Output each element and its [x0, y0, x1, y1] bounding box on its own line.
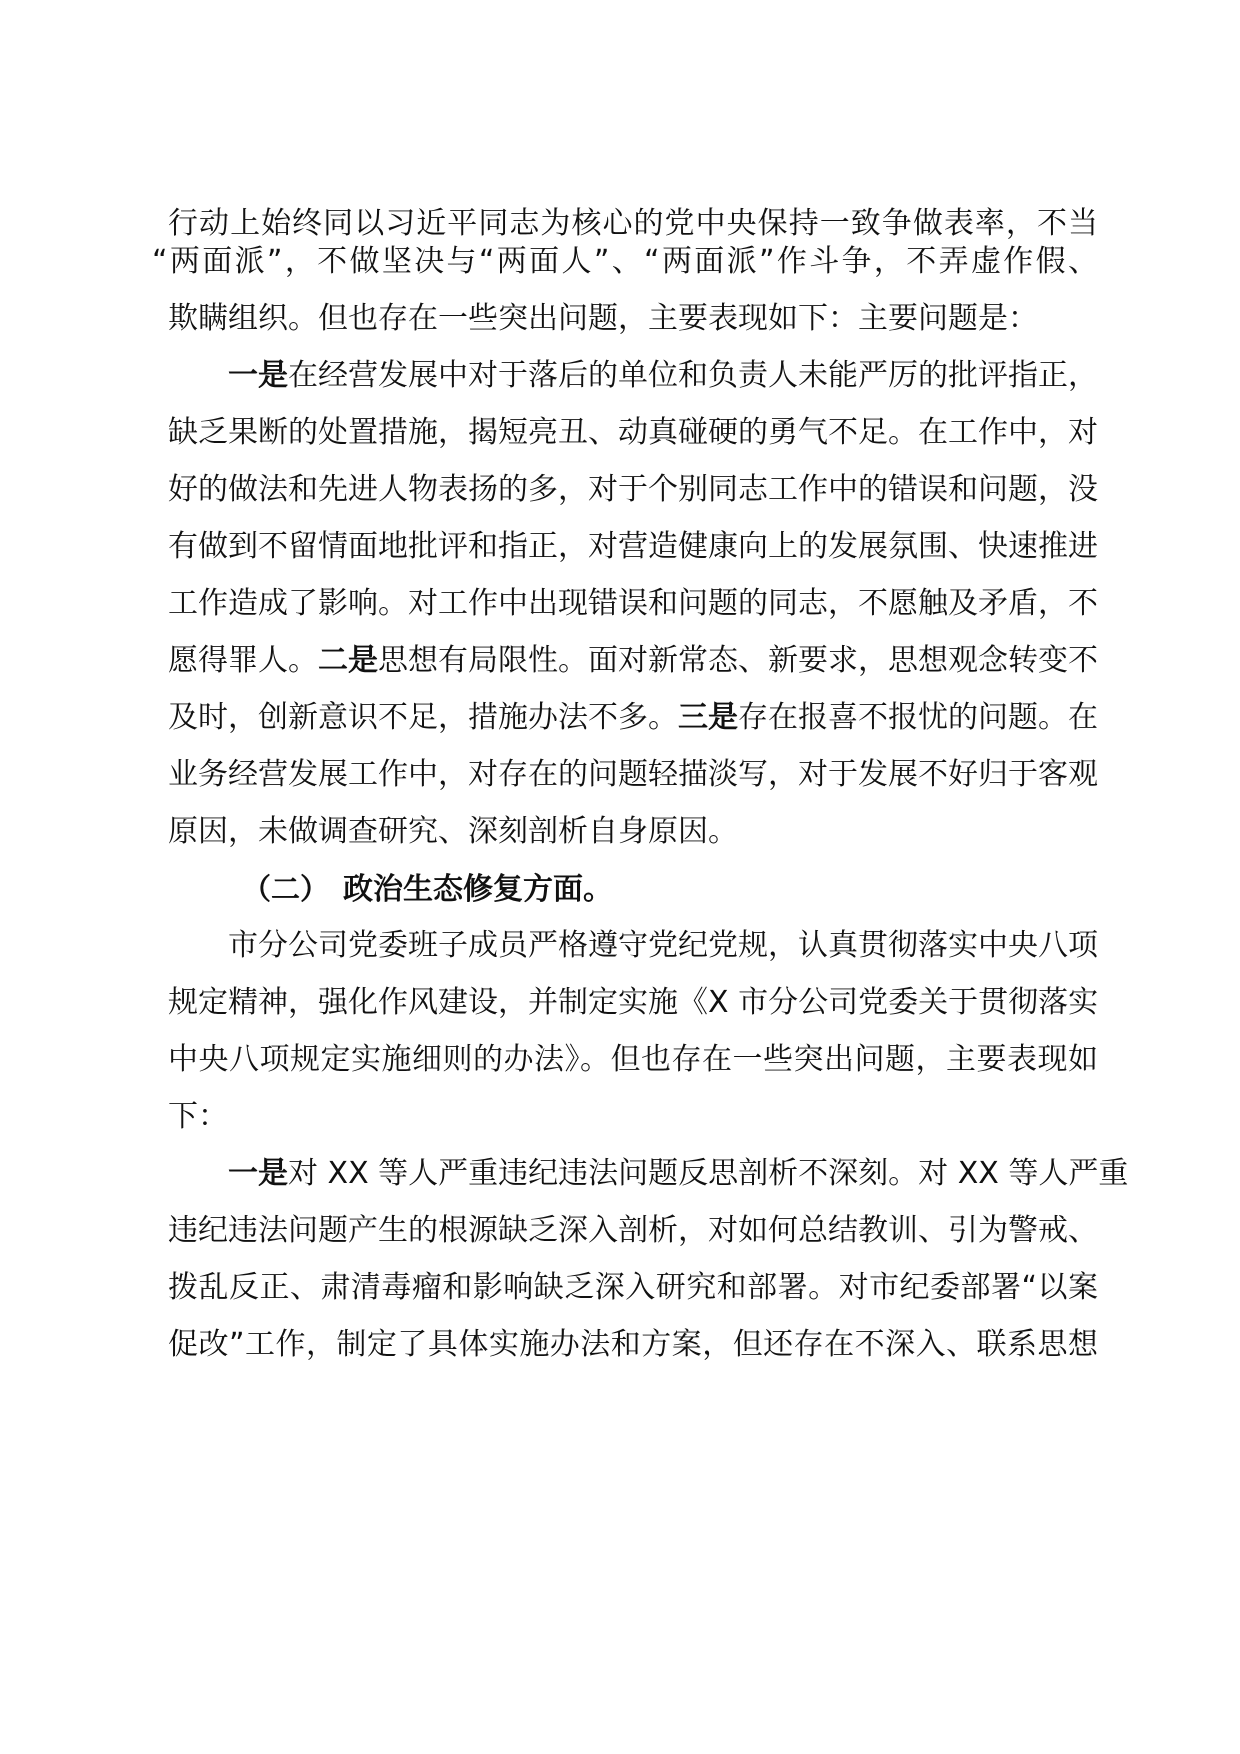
paragraph-line: 规定精神，强化作风建设，并制定实施《X 市分公司党委关于贯彻落实 — [168, 985, 1099, 1020]
paragraph-line: 原因，未做调查研究、深刻剖析自身原因。 — [168, 814, 738, 849]
ordinal-label: 二是 — [318, 643, 378, 678]
paragraph-line: 市分公司党委班子成员严格遵守党纪党规，认真贯彻落实中央八项 — [228, 928, 1098, 963]
paragraph-line: 拨乱反正、肃清毒瘤和影响缺乏深入研究和部署。对市纪委部署“以案 — [168, 1270, 1098, 1305]
section-heading — [242, 870, 613, 909]
paragraph-line: 业务经营发展工作中，对存在的问题轻描淡写，对于发展不好归于客观 — [168, 757, 1098, 792]
paragraph-line: 及时，创新意识不足，措施办法不多。三是存在报喜不报忧的问题。在 — [168, 700, 1098, 735]
ordinal-label: 三是 — [678, 700, 738, 735]
paragraph-line: 缺乏果断的处置措施，揭短亮丑、动真碰硬的勇气不足。在工作中，对 — [168, 415, 1098, 450]
paragraph-line: “两面派”，不做坚决与“两面人”、“两面派”作斗争，不弄虚作假、 — [152, 244, 1098, 279]
paragraph-line: 一是对 XX 等人严重违纪违法问题反思剖析不深刻。对 XX 等人严重 — [228, 1156, 1129, 1191]
paragraph-line: 促改”工作，制定了具体实施办法和方案，但还存在不深入、联系思想 — [168, 1327, 1098, 1362]
paragraph-line: 欺瞒组织。但也存在一些突出问题，主要表现如下：主要问题是： — [168, 301, 1038, 336]
paragraph-line: 有做到不留情面地批评和指正，对营造健康向上的发展氛围、快速推进 — [168, 529, 1098, 564]
ordinal-label: 一是 — [228, 358, 288, 393]
paragraph-line: 违纪违法问题产生的根源缺乏深入剖析，对如何总结教训、引为警戒、 — [168, 1213, 1098, 1248]
ordinal-label: 一是 — [228, 1156, 288, 1191]
paragraph-line: 工作造成了影响。对工作中出现错误和问题的同志，不愿触及矛盾，不 — [168, 586, 1098, 621]
section-title: 政治生态修复方面。 — [343, 872, 614, 907]
paragraph-line: 一是在经营发展中对于落后的单位和负责人未能严厉的批评指正， — [228, 358, 1098, 393]
section-number: （二） — [242, 872, 330, 906]
paragraph-line: 好的做法和先进人物表扬的多，对于个别同志工作中的错误和问题，没 — [168, 472, 1098, 507]
paragraph-line: 中央八项规定实施细则的办法》。但也存在一些突出问题，主要表现如 — [168, 1042, 1098, 1077]
paragraph-line: 下： — [168, 1099, 228, 1134]
paragraph-line: 愿得罪人。二是思想有局限性。面对新常态、新要求，思想观念转变不 — [168, 643, 1098, 678]
paragraph-line: 行动上始终同以习近平同志为核心的党中央保持一致争做表率，不当 — [168, 206, 1098, 241]
